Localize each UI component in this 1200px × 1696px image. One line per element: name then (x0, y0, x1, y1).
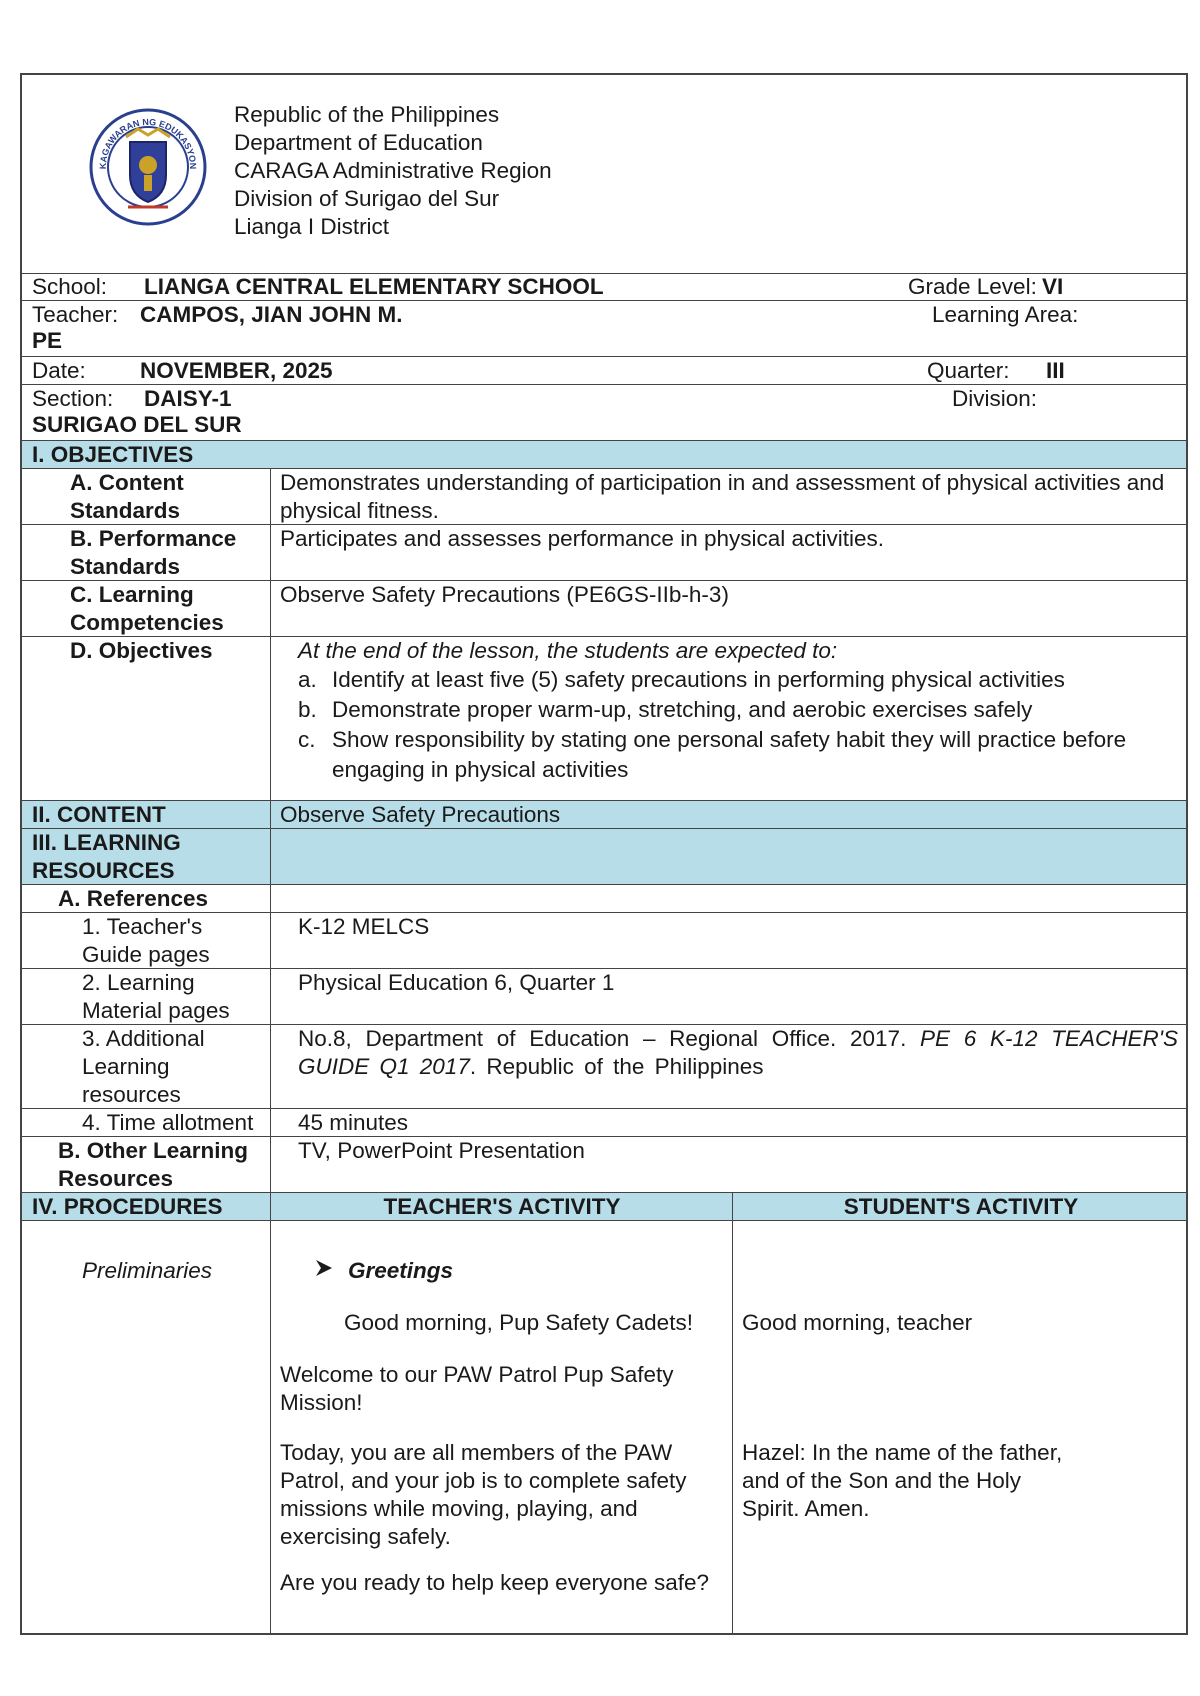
content-standards-label: A. Content Standards (70, 470, 184, 523)
list-item: a. Identify at least five (5) safety precautions in performing physical activities (298, 667, 1065, 692)
teachers-guide-row (22, 913, 1186, 969)
time-allotment-value: 45 minutes (298, 1110, 409, 1135)
other-resources-row (22, 1137, 1186, 1193)
procedures-body-row (22, 1221, 1186, 1635)
references-row (22, 885, 1186, 913)
quarter-label: Quarter: (927, 358, 1010, 383)
svg-text:KAGAWARAN NG EDUKASYON: KAGAWARAN NG EDUKASYON (97, 116, 199, 170)
objectives-list (298, 665, 1158, 785)
section-row (22, 385, 1186, 441)
student-prayer: Hazel: In the name of the father, and of the Son and the Holy Spirit. Amen. (742, 1440, 1063, 1521)
additional-resources-row (22, 1025, 1186, 1109)
performance-standards-label: B. Performance Standards (70, 526, 237, 579)
content-standards-text: Demonstrates understanding of participation in and assessment of physical activities and physical fitness. (280, 470, 1165, 523)
time-allotment-row (22, 1109, 1186, 1137)
header-line-region: CARAGA Administrative Region (234, 158, 552, 183)
teacher-label: Teacher: (32, 302, 119, 327)
date-label: Date: (32, 358, 86, 383)
grade-label: Grade Level: (908, 274, 1037, 299)
teacher-greeting: Good morning, Pup Safety Cadets! (344, 1310, 693, 1335)
teacher-mission: Today, you are all members of the PAW Patrol, and your job is to complete safety missions while moving, playing, and exercising safely. (280, 1440, 687, 1549)
teacher-row (22, 301, 1186, 357)
other-resources-value: TV, PowerPoint Presentation (298, 1138, 585, 1163)
teacher-activity-heading: TEACHER'S ACTIVITY (383, 1194, 621, 1219)
lesson-plan-frame (20, 73, 1188, 1635)
greetings-heading: Greetings (348, 1258, 454, 1283)
content-heading: II. CONTENT (32, 802, 166, 827)
resources-heading-row (22, 829, 1186, 885)
objectives-heading-row (22, 441, 1186, 469)
learning-material-row (22, 969, 1186, 1025)
procedures-heading: IV. PROCEDURES (32, 1194, 223, 1219)
other-resources-label: B. Other Learning Resources (58, 1138, 249, 1191)
objectives-row (22, 637, 1186, 801)
quarter-value: III (1046, 358, 1065, 383)
content-text: Observe Safety Precautions (280, 802, 561, 827)
teacher-value: CAMPOS, JIAN JOHN M. (140, 302, 403, 327)
school-row (22, 273, 1186, 301)
teachers-guide-value: K-12 MELCS (298, 914, 430, 939)
references-label: A. References (58, 886, 209, 911)
student-greeting: Good morning, teacher (742, 1310, 973, 1335)
learning-material-value: Physical Education 6, Quarter 1 (298, 970, 615, 995)
section-label: Section: (32, 386, 114, 411)
learning-area-label: Learning Area: (932, 302, 1079, 327)
objectives-heading: I. OBJECTIVES (32, 442, 194, 467)
objectives-intro: At the end of the lesson, the students are expected to: (298, 638, 838, 663)
grade-value: VI (1042, 274, 1064, 299)
school-value: LIANGA CENTRAL ELEMENTARY SCHOOL (144, 274, 604, 299)
performance-standards-text: Participates and assesses performance in physical activities. (280, 526, 885, 551)
student-activity-heading: STUDENT'S ACTIVITY (843, 1194, 1079, 1219)
header-line-department: Department of Education (234, 130, 483, 155)
list-item: b. Demonstrate proper warm-up, stretching, and aerobic exercises safely (298, 697, 1033, 722)
preliminaries-label: Preliminaries (82, 1258, 213, 1283)
section-value: DAISY-1 (144, 386, 232, 411)
teachers-guide-label: 1. Teacher's Guide pages (82, 914, 210, 967)
division-value: SURIGAO DEL SUR (32, 412, 242, 437)
procedures-heading-row (22, 1193, 1186, 1221)
additional-resources-value: No.8, Department of Education – Regional Office. 2017. PE 6 K-12 TEACHER'S GUIDE Q1 2017. Republic of the Philippines (298, 1026, 1179, 1079)
content-standards-row (22, 469, 1186, 525)
learning-material-label: 2. Learning Material pages (82, 970, 230, 1023)
additional-resources-label: 3. Additional Learning resources (82, 1026, 205, 1107)
school-label: School: (32, 274, 108, 299)
learning-competencies-label: C. Learning Competencies (70, 582, 224, 635)
learning-competencies-text: Observe Safety Precautions (PE6GS-IIb-h-3) (280, 582, 729, 607)
time-allotment-label: 4. Time allotment (82, 1110, 254, 1135)
resources-heading: III. LEARNING RESOURCES (32, 830, 181, 883)
arrow-bullet-icon (314, 1257, 334, 1285)
document-header (22, 75, 1186, 274)
list-item: c. Show responsibility by stating one personal safety habit they will practice before engaging in physical activities (298, 727, 1127, 782)
learning-competencies-row (22, 581, 1186, 637)
header-line-division: Division of Surigao del Sur (234, 186, 500, 211)
header-line-district: Lianga I District (234, 214, 390, 239)
header-text (234, 101, 552, 241)
header-line-republic: Republic of the Philippines (234, 102, 500, 127)
learning-area-value: PE (32, 328, 63, 353)
performance-standards-row (22, 525, 1186, 581)
deped-seal-logo (88, 107, 208, 227)
date-value: NOVEMBER, 2025 (140, 358, 333, 383)
date-row (22, 357, 1186, 385)
teacher-welcome: Welcome to our PAW Patrol Pup Safety Mission! (280, 1362, 674, 1415)
objectives-label: D. Objectives (70, 638, 213, 663)
teacher-question: Are you ready to help keep everyone safe? (280, 1570, 710, 1595)
division-label: Division: (952, 386, 1038, 411)
content-row (22, 801, 1186, 829)
